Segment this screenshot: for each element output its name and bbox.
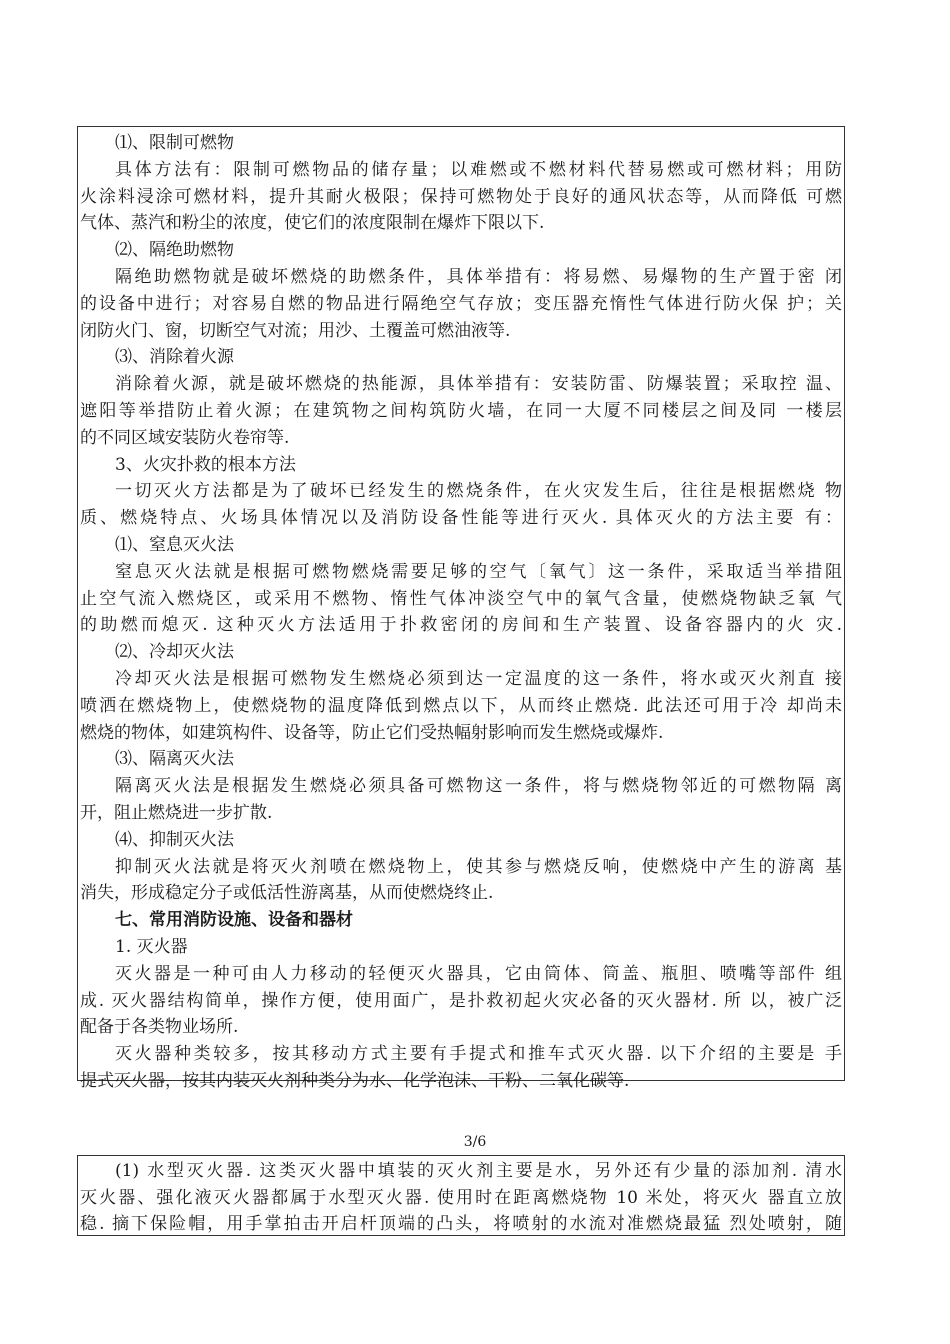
text-line: 稳. 摘下保险帽，用手掌拍击开启杆顶端的凸头，将喷射的水流对准燃烧最猛 烈处喷射，随: [80, 1214, 842, 1234]
text-line: 气体、蒸汽和粉尘的浓度，使它们的浓度限制在爆炸下限以下.: [80, 213, 545, 234]
text-line: 遮阳等举措防止着火源；在建筑物之间构筑防火墙，在同一大厦不同楼层之间及同 一楼层: [80, 400, 842, 421]
text-line: 窒息灭火法就是根据可燃物燃烧需要足够的空气〔氧气〕这一条件，采取适当举措阻: [115, 561, 842, 582]
text-line: 质、燃烧特点、火场具体情况以及消防设备性能等进行灭火. 具体灭火的方法主要 有：: [80, 508, 842, 529]
text-body-lower: [78, 1156, 844, 1238]
text-line: 消失，形成稳定分子或低活性游离基，从而使燃烧终止.: [80, 883, 494, 904]
section-heading: 七、常用消防设施、设备和器材: [115, 910, 353, 931]
text-line: ⑴、限制可燃物: [115, 133, 234, 153]
text-line: ⑶、隔离灭火法: [115, 749, 234, 770]
text-line: 隔绝助燃物就是破坏燃烧的助燃条件，具体举措有：将易燃、易爆物的生产置于密 闭: [115, 266, 842, 287]
text-line: 消除着火源，就是破坏燃烧的热能源，具体举措有：安装防雷、防爆装置；采取控 温、: [115, 374, 842, 395]
text-line: 3、火灾扑救的根本方法: [115, 454, 296, 475]
text-line: 的设备中进行；对容易自燃的物品进行隔绝空气存放；变压器充惰性气体进行防火保 护；关: [80, 293, 842, 314]
text-line: 闭防火门、窗，切断空气对流；用沙、土覆盖可燃油液等.: [80, 320, 511, 341]
text-line: 冷却灭火法是根据可燃物发生燃烧必须到达一定温度的这一条件，将水或灭火剂直 接: [115, 668, 842, 689]
text-line: 的助燃而熄灭. 这种灭火方法适用于扑救密闭的房间和生产装置、设备容器内的火 灾.: [80, 615, 842, 636]
text-body-upper: [78, 127, 844, 1095]
text-line: 开，阻止燃烧进一步扩散.: [80, 802, 273, 823]
text-line: 灭火器种类较多，按其移动方式主要有手提式和推车式灭火器. 以下介绍的主要是 手: [115, 1044, 842, 1065]
text-line: ⑶、消除着火源: [115, 347, 234, 368]
text-line: 抑制灭火法就是将灭火剂喷在燃烧物上，使其参与燃烧反响，使燃烧中产生的游离 基: [115, 856, 842, 877]
text-box-upper: [77, 126, 845, 1091]
text-line: 配备于各类物业场所.: [80, 1017, 239, 1038]
text-line: 的不同区域安装防火卷帘等.: [80, 427, 290, 448]
text-line: 灭火器、强化液灭火器都属于水型灭火器. 使用时在距离燃烧物 10 米处，将灭火 器直立放: [80, 1187, 842, 1208]
text-line: ⑴、窒息灭火法: [115, 534, 234, 555]
page-number: 3/6: [463, 1134, 487, 1150]
text-line: ⑷、抑制灭火法: [115, 829, 234, 850]
text-line: ⑵、冷却灭火法: [115, 642, 234, 663]
text-line: 具体方法有：限制可燃物品的储存量；以难燃或不燃材料代替易燃或可燃材料；用防: [115, 159, 842, 180]
text-line: ⑵、隔绝助燃物: [115, 240, 234, 261]
text-line: (1) 水型灭火器. 这类灭火器中填装的灭火剂主要是水，另外还有少量的添加剂. 清水: [115, 1161, 842, 1181]
text-line: 隔离灭火法是根据发生燃烧必须具备可燃物这一条件，将与燃烧物邻近的可燃物隔 离: [115, 776, 842, 797]
text-line: 止空气流入燃烧区，或采用不燃物、惰性气体冲淡空气中的氧气含量，使燃烧物缺乏氧 气: [80, 588, 842, 609]
text-line: 一切灭火方法都是为了破坏已经发生的燃烧条件，在火灾发生后，往往是根据燃烧 物: [115, 481, 842, 502]
text-line: 灭火器是一种可由人力移动的轻便灭火器具，它由筒体、筒盖、瓶胆、喷嘴等部件 组: [115, 963, 842, 984]
text-line: 成. 灭火器结构简单，操作方便，使用面广，是扑救初起火灾必备的灭火器材. 所 以，被广泛: [80, 990, 842, 1011]
text-line: 1. 灭火器: [115, 936, 188, 957]
text-line: 喷洒在燃烧物上，使燃烧物的温度降低到燃点以下，从而终止燃烧. 此法还可用于冷 却尚未: [80, 695, 842, 716]
text-line: 提式灭火器，按其内装灭火剂种类分为水、化学泡沫、干粉、二氧化碳等.: [80, 1070, 630, 1091]
text-line: 燃烧的物体，如建筑构件、设备等，防止它们受热幅射影响而发生燃烧或爆炸.: [80, 722, 664, 743]
text-box-lower: [77, 1155, 845, 1236]
text-line: 火涂料浸涂可燃材料，提升其耐火极限；保持可燃物处于良好的通风状态等，从而降低 可燃: [80, 186, 842, 207]
